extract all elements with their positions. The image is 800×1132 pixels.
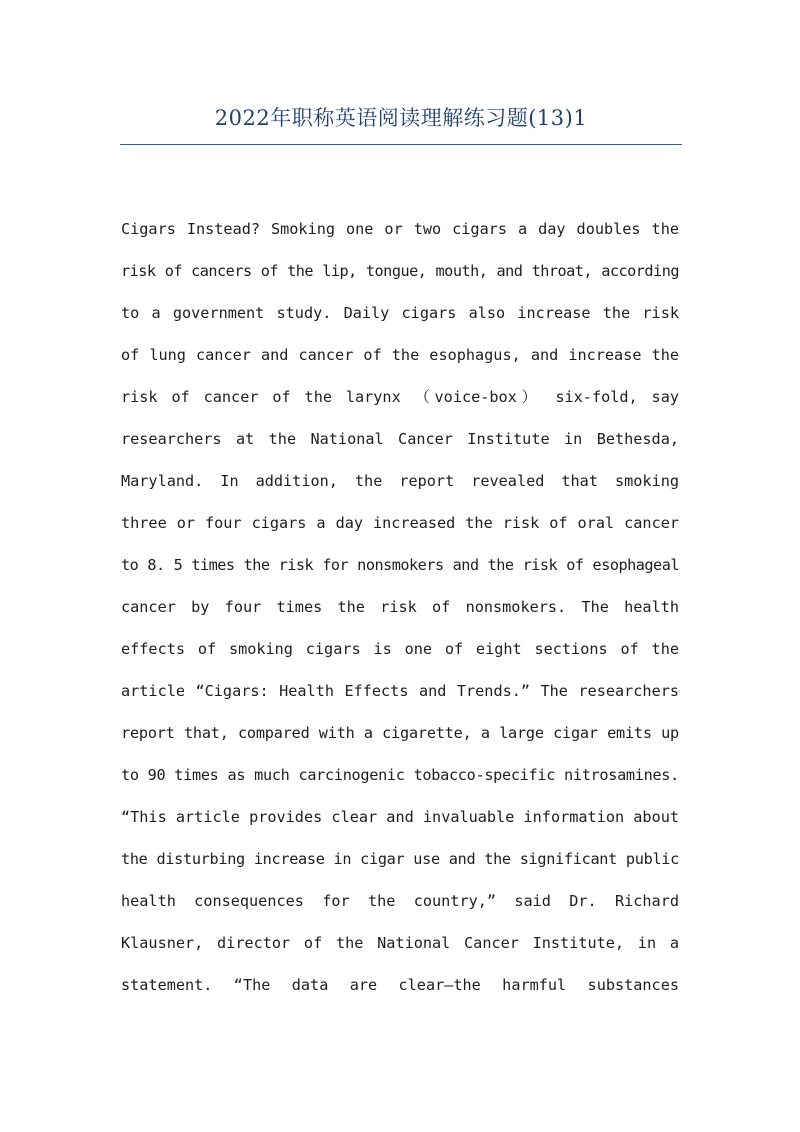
article-line: Cigars Instead? Smoking one or two cigars a day doubles the [121,220,679,238]
article-line: article “Cigars: Health Effects and Trends.” The researchers [121,682,679,700]
article-line: risk of cancer of the larynx （voice-box） six-fold, say [121,388,679,406]
article-line: to 90 times as much carcinogenic tobacco-specific nitrosamines. [121,766,679,784]
article-line: of lung cancer and cancer of the esophagus, and increase the [121,346,679,364]
article-line: to 8. 5 times the risk for nonsmokers and the risk of esophageal [121,556,679,574]
article-line: Maryland. In addition, the report revealed that smoking [121,472,679,490]
article-line: “This article provides clear and invaluable information about [121,808,679,826]
article-body [121,208,679,1006]
article-line: health consequences for the country,” said Dr. Richard [121,892,679,910]
article-line: report that, compared with a cigarette, a large cigar emits up [121,724,679,742]
article-line: researchers at the National Cancer Institute in Bethesda, [121,430,679,448]
article-line: Klausner, director of the National Cancer Institute, in a [121,934,679,952]
article-line: three or four cigars a day increased the risk of oral cancer [121,514,679,532]
article-line: risk of cancers of the lip, tongue, mouth, and throat, according [121,262,679,280]
article-line: to a government study. Daily cigars also increase the risk [121,304,679,322]
title-divider [120,144,682,145]
page-title: 2022年职称英语阅读理解练习题(13)1 [214,106,588,130]
article-line: the disturbing increase in cigar use and the significant public [121,850,679,868]
article-line: statement. “The data are clear—the harmful substances [121,976,679,994]
article-line: effects of smoking cigars is one of eight sections of the [121,640,679,658]
article-line: cancer by four times the risk of nonsmokers. The health [121,598,679,616]
